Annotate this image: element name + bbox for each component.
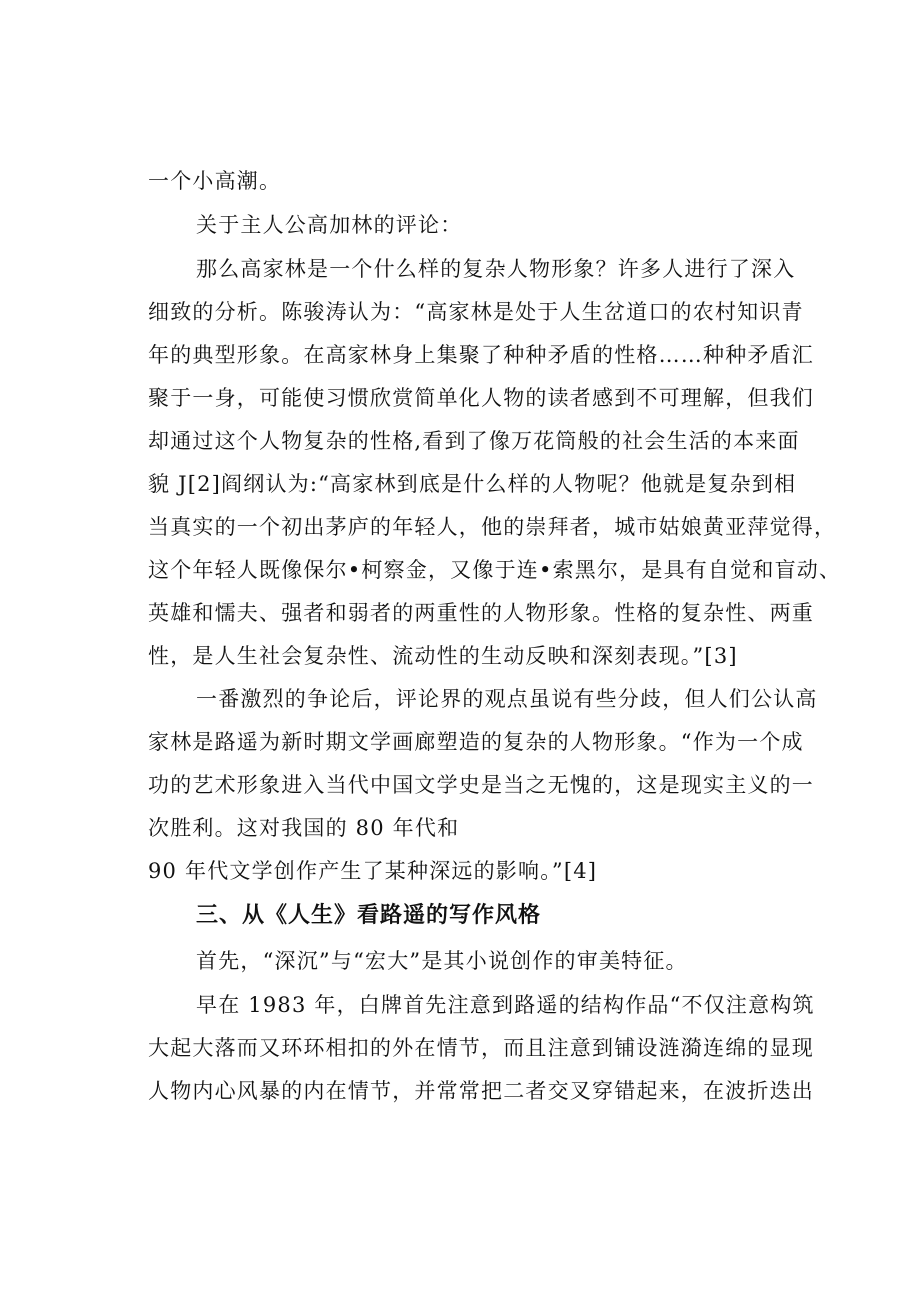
- text-line: 关于主人公高加林的评论：: [196, 213, 463, 237]
- paragraph-line: 却通过这个人物复杂的性格,看到了像万花筒般的社会生活的本来面: [148, 429, 800, 453]
- paragraph-line: 大起大落而又环环相扣的外在情节，而且注意到铺设涟漪连绵的显现: [148, 1036, 814, 1060]
- paragraph-line: 早在 1983 年，白牌首先注意到路遥的结构作品“不仅注意构筑: [196, 993, 815, 1017]
- paragraph-line: 次胜利。这对我国的 80 年代和: [148, 816, 460, 840]
- paragraph-line: 英雄和懦夫、强者和弱者的两重性的人物形象。性格的复杂性、两重: [148, 601, 814, 625]
- paragraph-line: 一番激烈的争论后，评论界的观点虽说有些分歧，但人们公认高: [196, 687, 818, 711]
- paragraph-line: 首先，“深沉”与“宏大”是其小说创作的审美特征。: [196, 949, 688, 973]
- paragraph-line: 性，是人生社会复杂性、流动性的生动反映和深刻表现。”[3]: [148, 644, 738, 668]
- paragraph-line: 年的典型形象。在高家林身上集聚了种种矛盾的性格……种种矛盾汇: [148, 343, 814, 367]
- paragraph-line: 细致的分析。陈骏涛认为：“高家林是处于人生岔道口的农村知识青: [148, 300, 804, 324]
- paragraph-line: 这个年轻人既像保尔•柯察金，又像于连•索黑尔，是具有自觉和盲动、: [148, 558, 842, 582]
- paragraph-line: 家林是路遥为新时期文学画廊塑造的复杂的人物形象。“作为一个成: [148, 730, 804, 754]
- paragraph-line: 聚于一身，可能使习惯欣赏简单化人物的读者感到不可理解，但我们: [148, 386, 814, 410]
- paragraph-line: 那么高家林是一个什么样的复杂人物形象？许多人进行了深入: [196, 257, 796, 281]
- paragraph-line: 功的艺术形象进入当代中国文学史是当之无愧的，这是现实主义的一: [148, 773, 814, 797]
- paragraph-line: 人物内心风暴的内在情节，并常常把二者交叉穿错起来，在波折迭出: [148, 1079, 814, 1103]
- paragraph-line: 貌 J[2]阎纲认为:“高家林到底是什么样的人物呢？他就是复杂到相: [148, 472, 797, 496]
- paragraph-line: 90 年代文学创作产生了某种深远的影响。”[4]: [148, 859, 598, 883]
- section-heading: 三、从《人生》看路遥的写作风格: [196, 903, 542, 928]
- paragraph-line: 当真实的一个初出茅庐的年轻人，他的崇拜者，城市姑娘黄亚萍觉得，: [148, 515, 837, 539]
- text-line: 一个小高潮。: [148, 169, 282, 193]
